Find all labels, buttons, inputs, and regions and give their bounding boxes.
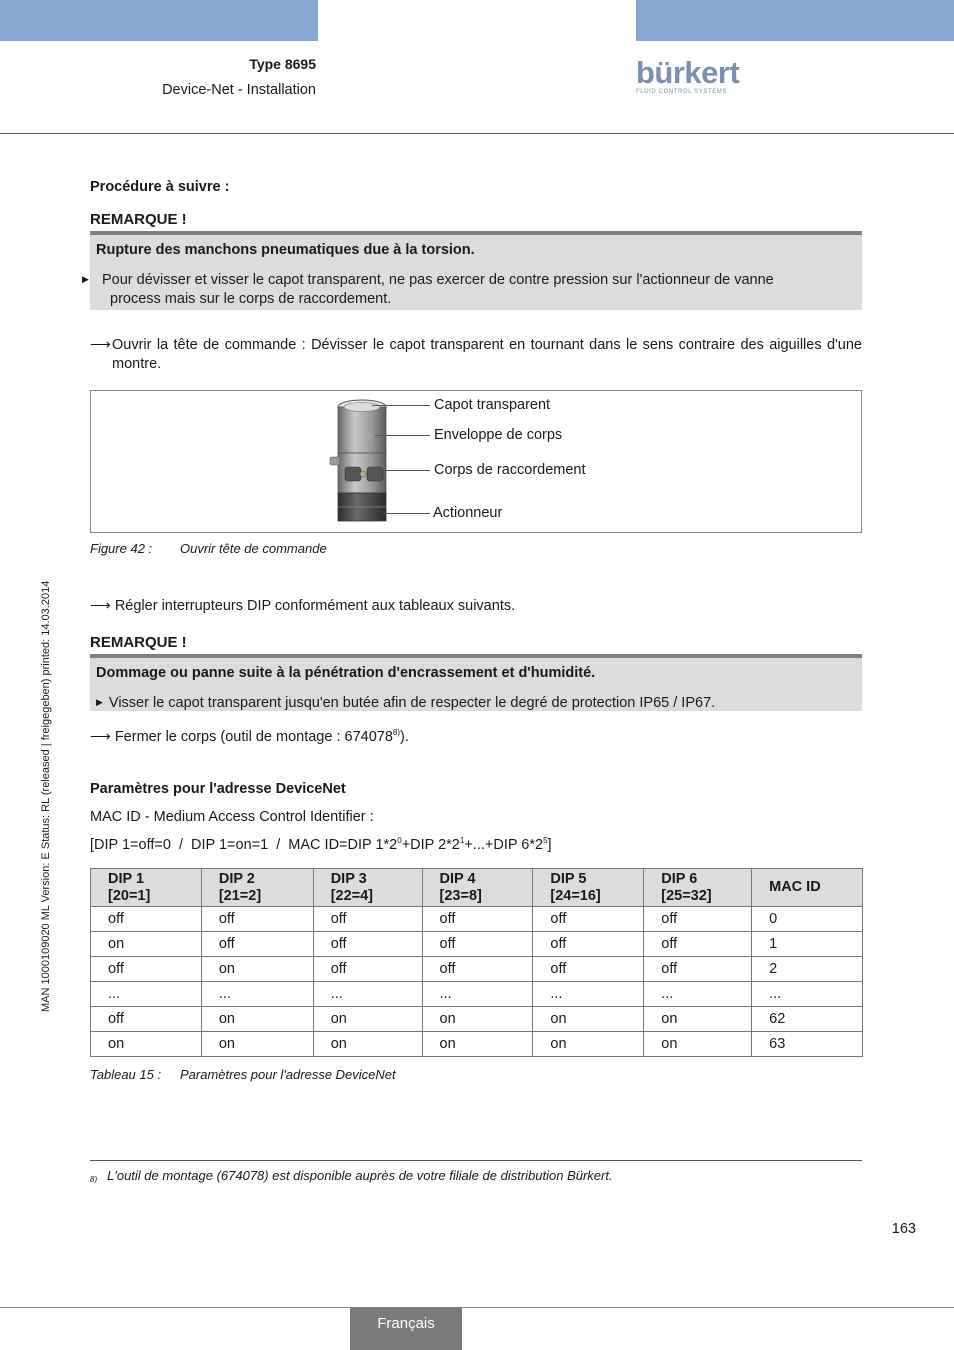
leader-line <box>372 405 430 406</box>
arrow-icon: ⟶ <box>90 598 111 614</box>
formula-exp: 5 <box>543 836 548 845</box>
formula-part: [DIP 1=off=0 / DIP 1=on=1 / MAC ID=DIP 1*2 <box>90 837 398 853</box>
formula-part: +...+DIP 6*2 <box>464 837 544 853</box>
figure-label: Corps de raccordement <box>434 462 586 478</box>
step-dip-switches <box>90 597 862 616</box>
mac-id-formula <box>90 837 552 853</box>
column-header: DIP 4 [23=8] <box>422 869 533 907</box>
step-close-body <box>90 728 862 747</box>
figure-label: Actionneur <box>433 505 503 521</box>
table-cell: off <box>91 1007 202 1032</box>
column-header: DIP 1 [20=1] <box>91 869 202 907</box>
table-header-row <box>91 869 863 907</box>
figure-label: Capot transparent <box>434 397 551 413</box>
page-number: 163 <box>891 1221 916 1237</box>
note-heading: REMARQUE ! <box>90 634 187 651</box>
table-cell: off <box>422 957 533 982</box>
table-cell: ... <box>201 982 313 1007</box>
table-cell: on <box>644 1032 752 1057</box>
table-cell: off <box>533 957 644 982</box>
table-cell: on <box>644 1007 752 1032</box>
note-bullet <box>96 693 822 713</box>
leader-line <box>383 513 430 514</box>
step-text: Fermer le corps (outil de montage : 674078 <box>114 729 393 745</box>
leader-line <box>383 470 430 471</box>
devicenet-address-table <box>90 868 863 1057</box>
figure-label: Enveloppe de corps <box>434 427 563 443</box>
logo-tagline: FLUID CONTROL SYSTEMS <box>636 89 728 95</box>
document-section: Device-Net - Installation <box>162 82 316 98</box>
table-cell: off <box>422 932 533 957</box>
document-type: Type 8695 <box>249 56 316 72</box>
formula-part: +DIP 2*2 <box>401 837 460 853</box>
table-cell: 62 <box>752 1007 863 1032</box>
table-cell: on <box>422 1007 533 1032</box>
formula-part: ] <box>547 837 552 853</box>
formula-exp: 0 <box>397 836 402 845</box>
step-text: Ouvrir la tête de commande : Dévisser le capot transparent en tournant dans le sens contraire des aiguilles d'une montre. <box>112 337 862 372</box>
header-divider <box>0 133 954 134</box>
step-open-head <box>90 336 862 374</box>
footnote <box>90 1168 613 1184</box>
table-cell: on <box>201 957 313 982</box>
table-cell: on <box>533 1032 644 1057</box>
table-cell: ... <box>91 982 202 1007</box>
note-title: Rupture des manchons pneumatiques due à la torsion. <box>96 242 475 258</box>
table-row <box>91 1032 863 1057</box>
step-text-end: ). <box>400 729 409 745</box>
table-cell: off <box>313 907 422 932</box>
leader-line <box>375 435 430 436</box>
footnote-divider <box>90 1160 862 1161</box>
section-heading: Paramètres pour l'adresse DeviceNet <box>90 781 346 797</box>
table-row <box>91 1007 863 1032</box>
table-cell: ... <box>644 982 752 1007</box>
table-cell: off <box>533 907 644 932</box>
column-header: DIP 3 [22=4] <box>313 869 422 907</box>
table-row <box>91 982 863 1007</box>
table-cell: off <box>644 932 752 957</box>
table-cell: off <box>91 907 202 932</box>
table-cell: 0 <box>752 907 863 932</box>
header-band-left <box>0 0 318 41</box>
table-caption-text: Paramètres pour l'adresse DeviceNet <box>180 1067 396 1082</box>
step-text: Régler interrupteurs DIP conformément aux tableaux suivants. <box>114 598 516 614</box>
footer-divider <box>0 1307 954 1308</box>
footnote-text: L'outil de montage (674078) est disponible auprès de votre filiale de distribution Bürkert. <box>107 1168 613 1183</box>
table-cell: off <box>313 957 422 982</box>
table-cell: 1 <box>752 932 863 957</box>
table-cell: off <box>644 907 752 932</box>
side-print-info: MAN 1000109020 ML Version: E Status: RL (released | freigegeben) printed: 14.03.2014 <box>40 580 52 1012</box>
mac-id-definition: MAC ID - Medium Access Control Identifier : <box>90 809 374 825</box>
table-cell: on <box>91 1032 202 1057</box>
column-header: DIP 5 [24=16] <box>533 869 644 907</box>
table-cell: ... <box>752 982 863 1007</box>
column-header: MAC ID <box>752 869 863 907</box>
column-header: DIP 2 [21=2] <box>201 869 313 907</box>
note-bullet-text: Visser le capot transparent jusqu'en butée afin de respecter le degré de protection IP65 / IP67. <box>108 695 716 711</box>
procedure-heading: Procédure à suivre : <box>90 179 230 195</box>
note-bullet: ▶ Pour dévisser et visser le capot transparent, ne pas exercer de contre pression sur l'actionneur de vanne process mais sur le corps de raccordement. <box>82 272 774 307</box>
language-tab: Français <box>350 1307 462 1350</box>
note-heading: REMARQUE ! <box>90 211 187 228</box>
table-cell: 2 <box>752 957 863 982</box>
note-bullet-text: Pour dévisser et visser le capot transparent, ne pas exercer de contre pression sur l'actionneur de vanne process mais sur le corps de raccordement. <box>102 272 774 307</box>
table-caption-number: Tableau 15 : <box>90 1067 162 1082</box>
note-title: Dommage ou panne suite à la pénétration d'encrassement et d'humidité. <box>96 665 596 681</box>
table-row <box>91 932 863 957</box>
table-cell: on <box>201 1032 313 1057</box>
table-cell: off <box>201 907 313 932</box>
table-cell: ... <box>313 982 422 1007</box>
table-cell: off <box>91 957 202 982</box>
table-cell: off <box>533 932 644 957</box>
figure-caption-text: Ouvrir tête de commande <box>180 541 327 556</box>
table-cell: on <box>313 1032 422 1057</box>
formula-exp: 1 <box>459 836 465 845</box>
bullet-triangle-icon: ▶ <box>96 697 103 707</box>
footnote-marker: 8) <box>90 1175 98 1184</box>
table-cell: off <box>422 907 533 932</box>
footnote-ref: 8) <box>392 728 401 737</box>
table-row <box>91 957 863 982</box>
table-cell: off <box>201 932 313 957</box>
table-cell: ... <box>533 982 644 1007</box>
table-cell: on <box>91 932 202 957</box>
figure-caption-number: Figure 42 : <box>90 541 153 556</box>
logo-wordmark: bürkert <box>636 55 740 90</box>
table-cell: on <box>313 1007 422 1032</box>
table-cell: off <box>644 957 752 982</box>
table-cell: on <box>422 1032 533 1057</box>
table-cell: 63 <box>752 1032 863 1057</box>
table-cell: ... <box>422 982 533 1007</box>
table-cell: off <box>313 932 422 957</box>
table-cell: on <box>533 1007 644 1032</box>
column-header: DIP 6 [25=32] <box>644 869 752 907</box>
header-band-right <box>636 0 954 41</box>
burkert-logo <box>636 55 740 96</box>
figure-frame <box>90 390 862 533</box>
device-illustration <box>325 395 395 523</box>
arrow-icon: ⟶ <box>90 729 111 745</box>
table-cell: on <box>201 1007 313 1032</box>
arrow-icon: ⟶ <box>90 337 111 353</box>
note-box <box>90 654 862 711</box>
note-box <box>82 231 862 310</box>
table-row <box>91 907 863 932</box>
